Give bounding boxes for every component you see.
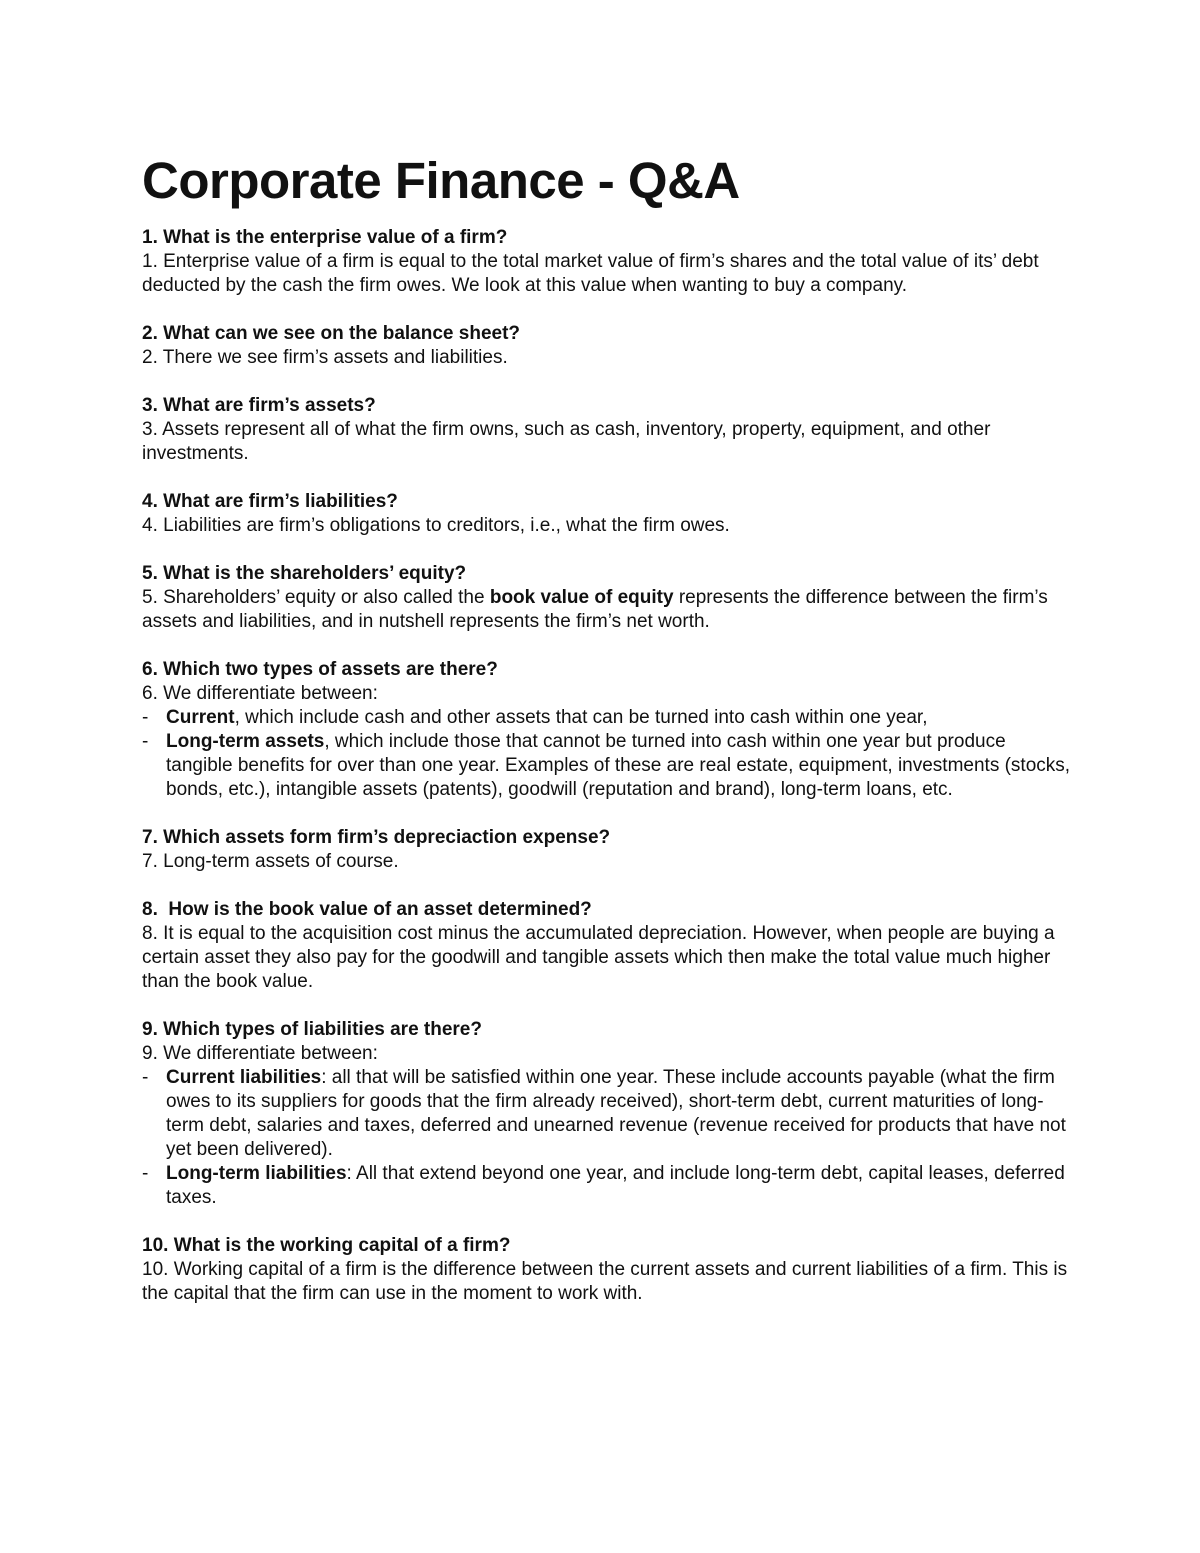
bullet-list — [142, 1066, 1072, 1210]
question: 1. What is the enterprise value of a firm? — [142, 227, 508, 248]
answer: 10. Working capital of a firm is the difference between the current assets and current liabilities of a firm. This is the capital that the firm can use in the moment to work with. — [142, 1259, 1068, 1304]
list-item — [142, 730, 1072, 802]
bullet-term: Long-term liabilities — [166, 1163, 347, 1184]
question: 10. What is the working capital of a firm? — [142, 1235, 511, 1256]
answer: 8. It is equal to the acquisition cost minus the accumulated depreciation. However, when people are buying a certain asset they also pay for the goodwill and tangible assets which then make the total value much higher than the book value. — [142, 923, 1055, 992]
dash-bullet: - — [142, 707, 149, 728]
answer-text: represents the difference between the firm’s assets and liabilities, and in nutshell represents the firm’s net worth. — [142, 587, 1048, 632]
qa-item-1 — [142, 226, 1072, 298]
qa-item-10 — [142, 1234, 1072, 1306]
answer: 3. Assets represent all of what the firm owns, such as cash, inventory, property, equipment, and other investments. — [142, 419, 991, 464]
question: 3. What are firm’s assets? — [142, 395, 376, 416]
question: 5. What is the shareholders’ equity? — [142, 563, 467, 584]
bullet-term: Long-term assets — [166, 731, 325, 752]
answer-emphasis: book value of equity — [489, 587, 674, 608]
dash-bullet: - — [142, 1067, 149, 1088]
bullet-text: : all that will be satisfied within one year. These include accounts payable (what the firm owes to its suppliers for goods that the firm already received), short-term debt, current maturities of long-term debt, salaries and taxes, deferred and unearned revenue (revenue received for products that have not yet been delivered). — [166, 1067, 1066, 1160]
question: 8. How is the book value of an asset determined? — [142, 899, 592, 920]
qa-item-5 — [142, 562, 1072, 634]
answer: 2. There we see firm’s assets and liabilities. — [142, 347, 508, 368]
bullet-term: Current liabilities — [166, 1067, 322, 1088]
dash-bullet: - — [142, 1163, 149, 1184]
bullet-text: : All that extend beyond one year, and include long-term debt, capital leases, deferred taxes. — [166, 1163, 1065, 1208]
qa-item-8 — [142, 898, 1072, 994]
bullet-text: , which include those that cannot be turned into cash within one year but produce tangible benefits for over than one year. Examples of these are real estate, equipment, investments (stocks, bonds, etc.), intangible assets (patents), goodwill (reputation and brand), long-term loans, etc. — [166, 731, 1071, 800]
bullet-term: Current — [166, 707, 235, 728]
qa-item-6 — [142, 658, 1072, 802]
qa-item-7 — [142, 826, 1072, 874]
list-item — [142, 1162, 1072, 1210]
qa-item-2 — [142, 322, 1072, 370]
dash-bullet: - — [142, 731, 149, 752]
list-item — [142, 1066, 1072, 1162]
bullet-list — [142, 706, 1072, 802]
document-page — [142, 150, 1072, 1330]
qa-item-9 — [142, 1018, 1072, 1210]
question: 4. What are firm’s liabilities? — [142, 491, 398, 512]
question: 7. Which assets form firm’s depreciaction expense? — [142, 827, 611, 848]
question: 2. What can we see on the balance sheet? — [142, 323, 521, 344]
page-title: Corporate Finance - Q&A — [142, 152, 740, 209]
qa-item-4 — [142, 490, 1072, 538]
answer: 7. Long-term assets of course. — [142, 851, 399, 872]
answer: 1. Enterprise value of a firm is equal to the total market value of firm’s shares and the total value of its’ debt deducted by the cash the firm owes. We look at this value when wanting to buy a company. — [142, 251, 1039, 296]
answer-text: 5. Shareholders’ equity or also called the — [142, 587, 490, 608]
answer: 6. We differentiate between: — [142, 683, 378, 704]
list-item — [142, 706, 1072, 730]
question: 9. Which types of liabilities are there? — [142, 1019, 482, 1040]
answer: 4. Liabilities are firm’s obligations to creditors, i.e., what the firm owes. — [142, 515, 730, 536]
bullet-text: , which include cash and other assets that can be turned into cash within one year, — [234, 707, 928, 728]
question: 6. Which two types of assets are there? — [142, 659, 498, 680]
qa-item-3 — [142, 394, 1072, 466]
answer — [142, 586, 1072, 634]
answer: 9. We differentiate between: — [142, 1043, 378, 1064]
